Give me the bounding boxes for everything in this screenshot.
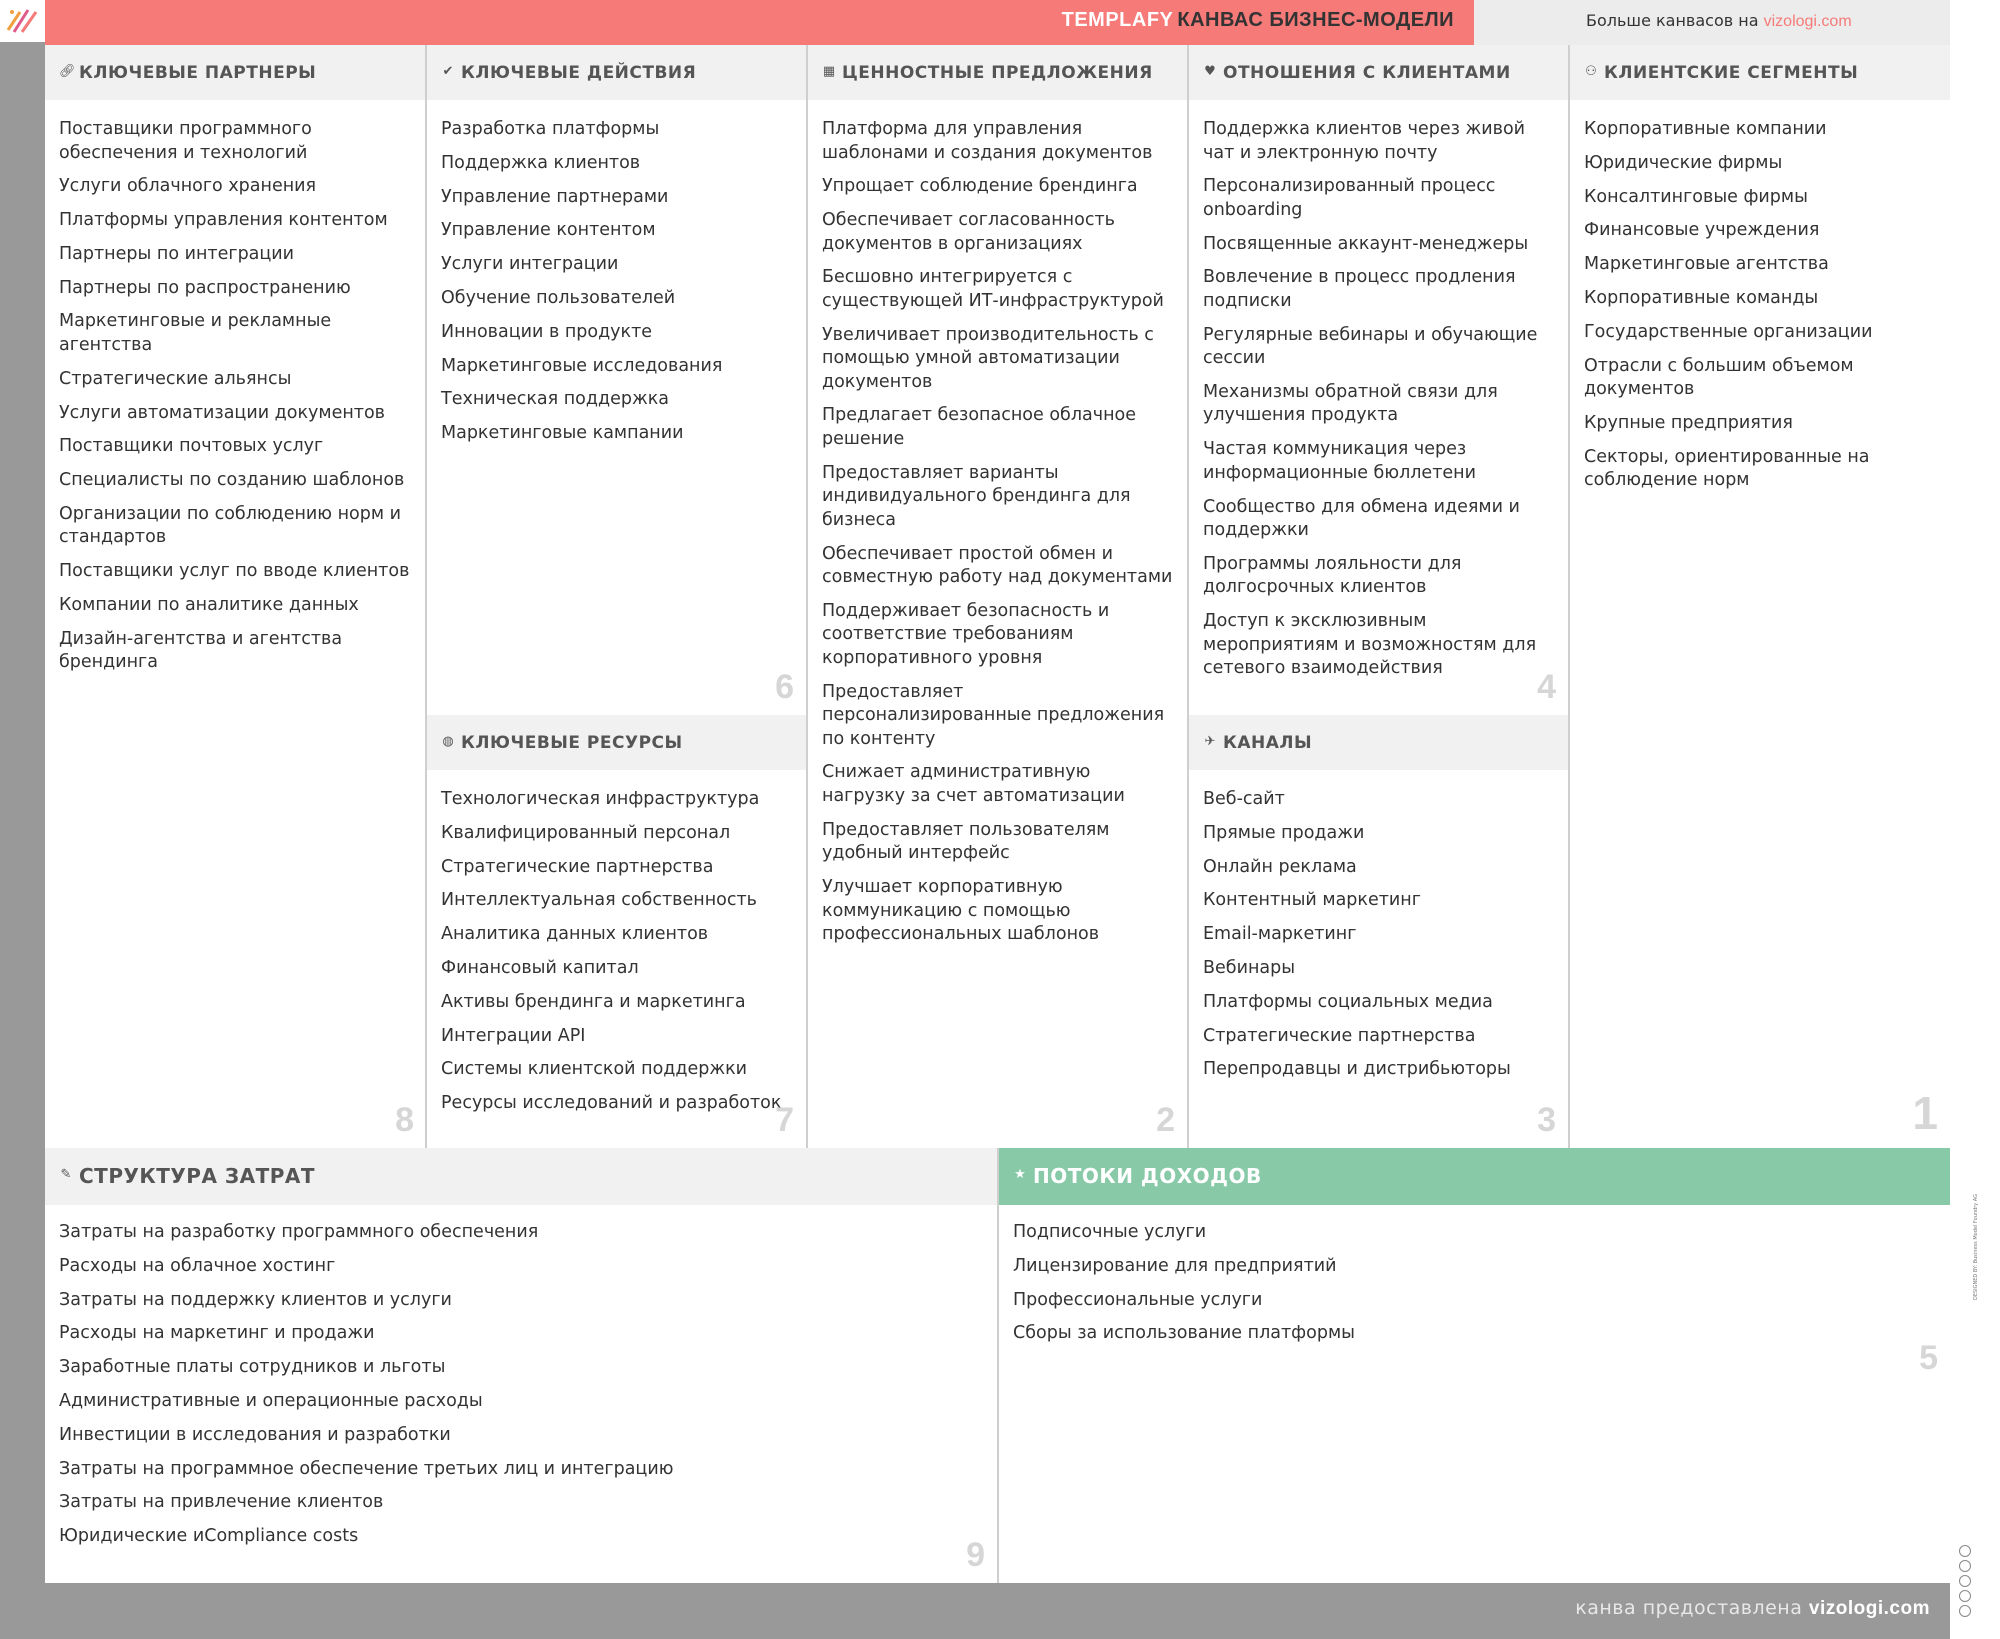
list-item: Инновации в продукте (441, 321, 653, 342)
list-item: Стратегические альянсы (59, 368, 292, 389)
list-item: Административные и операционные расходы (59, 1390, 483, 1411)
list-item: Расходы на облачное хостинг (59, 1255, 336, 1276)
list-item: Прямые продажи (1203, 822, 1365, 843)
list-item: Онлайн реклама (1203, 856, 1357, 877)
list-item: Управление партнерами (441, 186, 669, 207)
list-item: Персонализированный процесс onboarding (1203, 176, 1496, 220)
check-icon: ✔ (442, 64, 454, 79)
list-item: Частая коммуникация через информационные бюллетени (1203, 439, 1476, 483)
list-item: Стратегические партнерства (1203, 1025, 1476, 1046)
list-item: Финансовый капитал (441, 957, 639, 978)
list-item: Финансовые учреждения (1584, 220, 1820, 241)
block-title: КЛЮЧЕВЫЕ РЕСУРСЫ (461, 733, 683, 753)
list-item: Компании по аналитике данных (59, 595, 359, 616)
list-item: Квалифицированный персонал (441, 822, 731, 843)
list-item: Сообщество для обмена идеями и поддержки (1203, 496, 1520, 541)
block-number: 3 (1537, 1101, 1556, 1139)
block-title: КЛЮЧЕВЫЕ ДЕЙСТВИЯ (461, 63, 697, 83)
list-item: Предлагает безопасное облачное решение (822, 405, 1136, 449)
title-text: КАНВАС БИЗНЕС-МОДЕЛИ (1177, 9, 1454, 31)
list-item: Сборы за использование платформы (1013, 1323, 1355, 1344)
list-item: Обеспечивает согласованность документов в организациях (822, 210, 1115, 254)
list-item: Маркетинговые и рекламные агентства (59, 311, 332, 355)
list-item: Системы клиентской поддержки (441, 1059, 748, 1080)
block-header (1570, 45, 1950, 100)
star-icon: ★ (1014, 1167, 1026, 1182)
license-icon (1959, 1575, 1971, 1587)
list-item: Поддержка клиентов (441, 152, 641, 173)
list-item: Доступ к эксклюзивным мероприятиям и возможностям для сетевого взаимодействия (1203, 611, 1537, 679)
block-header (1189, 45, 1568, 100)
more-canvases-text: Больше канвасов на (1586, 11, 1764, 30)
heart-icon: ♥ (1204, 64, 1216, 79)
item-list (59, 1221, 985, 1559)
link-icon: 🔗︎ (59, 64, 76, 79)
list-item: Секторы, ориентированные на соблюдение норм (1584, 446, 1870, 491)
item-list (1203, 788, 1556, 1092)
list-item: Интеграции API (441, 1025, 586, 1046)
block-header (45, 1148, 997, 1205)
list-item: Партнеры по распространению (59, 277, 351, 298)
list-item: Отрасли с большим объемом документов (1584, 355, 1854, 400)
block-header (1189, 715, 1568, 770)
block-title: КЛИЕНТСКИЕ СЕГМЕНТЫ (1604, 63, 1859, 83)
list-item: Технологическая инфраструктура (441, 789, 760, 809)
list-item: Предоставляет персонализированные предложения по контенту (822, 681, 1165, 749)
list-item: Консалтинговые фирмы (1584, 186, 1808, 207)
people-icon: ⚇ (1585, 64, 1597, 79)
list-item: Юридические фирмы (1584, 152, 1783, 173)
list-item: Поставщики услуг по вводе клиентов (59, 561, 410, 582)
footer-brand-link[interactable]: vizologi.com (1808, 1598, 1930, 1619)
list-item: Поддерживает безопасность и соответствие требованиям корпоративного уровня (822, 600, 1110, 668)
title-brand: TEMPLAFY (1061, 9, 1174, 31)
list-item: Платформы управления контентом (59, 210, 388, 231)
title-bar (45, 0, 1474, 45)
list-item: Вебинары (1203, 957, 1296, 978)
list-item: Маркетинговые исследования (441, 355, 723, 376)
block-revenue-streams (999, 1148, 1950, 1583)
item-list (441, 788, 794, 1126)
list-item: Государственные организации (1584, 321, 1873, 342)
list-item: Платформы социальных медиа (1203, 991, 1493, 1012)
list-item: Бесшовно интегрируется с существующей ИТ-инфраструктурой (822, 267, 1164, 311)
globe-icon: ◍ (442, 734, 454, 749)
block-header (999, 1148, 1950, 1205)
list-item: Активы брендинга и маркетинга (441, 991, 746, 1012)
list-item: Лицензирование для предприятий (1013, 1255, 1337, 1276)
tag-icon: ✎ (60, 1167, 72, 1182)
list-item: Техническая поддержка (441, 389, 670, 410)
list-item: Затраты на привлечение клиентов (59, 1492, 384, 1513)
block-number: 9 (966, 1536, 985, 1574)
block-number: 1 (1912, 1087, 1938, 1139)
block-cost-structure (45, 1148, 997, 1583)
templafy-logo-icon (0, 0, 45, 42)
block-number: 5 (1919, 1339, 1938, 1377)
list-item: Предоставляет пользователям удобный интерфейс (822, 819, 1110, 864)
list-item: Обучение пользователей (441, 287, 676, 308)
page-title (1062, 9, 1454, 32)
credits (1955, 1193, 1995, 1630)
list-item: Разработка платформы (441, 119, 660, 139)
designed-by-label: DESIGNED BY: Business Model Foundry AG (1973, 1193, 1979, 1300)
block-header (808, 45, 1187, 100)
frame-bottom (0, 1583, 1950, 1639)
list-item: Маркетинговые агентства (1584, 254, 1829, 275)
list-item: Веб-сайт (1203, 789, 1285, 809)
block-number: 2 (1156, 1101, 1175, 1139)
designed-by-text (1973, 1080, 1979, 1300)
list-item: Платформа для управления шаблонами и создания документов (822, 119, 1153, 163)
app-logo[interactable] (0, 0, 45, 42)
block-value-propositions (808, 45, 1187, 1148)
block-header (427, 715, 806, 770)
list-item: Email-маркетинг (1203, 924, 1357, 945)
list-item: Поддержка клиентов через живой чат и электронную почту (1203, 119, 1526, 163)
list-item: Снижает административную нагрузку за счет автоматизации (822, 762, 1125, 806)
list-item: Услуги автоматизации документов (59, 402, 385, 423)
list-item: Посвященные аккаунт-менеджеры (1203, 233, 1529, 254)
list-item: Аналитика данных клиентов (441, 924, 709, 945)
list-item: Организации по соблюдению норм и стандартов (59, 503, 401, 548)
list-item: Расходы на маркетинг и продажи (59, 1323, 375, 1344)
more-canvases-bar (1474, 0, 1950, 45)
block-title: ОТНОШЕНИЯ С КЛИЕНТАМИ (1223, 63, 1511, 83)
list-item: Поставщики программного обеспечения и технологий (59, 119, 312, 163)
list-item: Заработные платы сотрудников и льготы (59, 1357, 446, 1378)
list-item: Юридические иCompliance costs (59, 1526, 359, 1547)
list-item: Предоставляет варианты индивидуального брендинга для бизнеса (822, 462, 1131, 530)
list-item: Ресурсы исследований и разработок (441, 1093, 782, 1114)
footer-credit (1575, 1597, 1930, 1620)
block-title: КЛЮЧЕВЫЕ ПАРТНЕРЫ (79, 63, 317, 83)
block-title: КАНАЛЫ (1223, 733, 1313, 753)
list-item: Интеллектуальная собственность (441, 890, 757, 911)
list-item: Контентный маркетинг (1203, 890, 1421, 911)
list-item: Вовлечение в процесс продления подписки (1203, 267, 1516, 311)
list-item: Улучшает корпоративную коммуникацию с помощью профессиональных шаблонов (822, 877, 1100, 945)
block-channels (1189, 715, 1568, 1148)
block-title: ПОТОКИ ДОХОДОВ (1033, 1164, 1262, 1188)
list-item: Затраты на программное обеспечение третьих лиц и интеграцию (59, 1458, 674, 1479)
list-item: Регулярные вебинары и обучающие сессии (1203, 324, 1538, 369)
list-item: Затраты на поддержку клиентов и услуги (59, 1289, 452, 1310)
list-item: Программы лояльности для долгосрочных клиентов (1203, 553, 1462, 598)
block-key-resources (427, 715, 806, 1148)
list-item: Услуги интеграции (441, 254, 619, 275)
list-item: Специалисты по созданию шаблонов (59, 470, 405, 491)
list-item: Стратегические партнерства (441, 856, 714, 877)
list-item: Партнеры по интеграции (59, 243, 295, 264)
block-customer-relationships (1189, 45, 1568, 715)
gift-icon: ▦ (822, 64, 836, 79)
footer-text: канва предоставлена (1575, 1597, 1809, 1619)
item-list (1203, 118, 1556, 691)
item-list (59, 118, 414, 685)
block-title: ЦЕННОСТНЫЕ ПРЕДЛОЖЕНИЯ (842, 63, 1153, 83)
block-number: 4 (1537, 668, 1556, 706)
block-key-partners (45, 45, 426, 1148)
license-icon (1959, 1545, 1971, 1557)
list-item: Увеличивает производительность с помощью умной автоматизации документов (822, 324, 1154, 392)
item-list (1013, 1221, 1938, 1356)
item-list (1584, 118, 1938, 503)
license-icon (1959, 1605, 1971, 1617)
block-title: СТРУКТУРА ЗАТРАТ (79, 1164, 316, 1188)
list-item: Механизмы обратной связи для улучшения продукта (1203, 381, 1498, 426)
list-item: Управление контентом (441, 220, 656, 241)
plane-icon: ✈ (1204, 734, 1216, 749)
more-canvases (1586, 11, 1852, 31)
list-item: Подписочные услуги (1013, 1222, 1207, 1242)
list-item: Перепродавцы и дистрибьюторы (1203, 1059, 1511, 1080)
block-header (427, 45, 806, 100)
item-list (822, 118, 1175, 957)
item-list (441, 118, 794, 456)
list-item: Поставщики почтовых услуг (59, 436, 324, 457)
list-item: Профессиональные услуги (1013, 1289, 1263, 1310)
list-item: Инвестиции в исследования и разработки (59, 1424, 451, 1445)
block-number: 8 (395, 1101, 414, 1139)
block-number: 6 (775, 668, 794, 706)
list-item: Услуги облачного хранения (59, 176, 317, 197)
frame-left (0, 42, 45, 1639)
block-number: 7 (775, 1101, 794, 1139)
list-item: Затраты на разработку программного обеспечения (59, 1222, 539, 1242)
list-item: Обеспечивает простой обмен и совместную работу над документами (822, 543, 1173, 588)
block-key-activities (427, 45, 806, 715)
list-item: Крупные предприятия (1584, 412, 1793, 433)
list-item: Корпоративные команды (1584, 287, 1819, 308)
license-icon (1959, 1590, 1971, 1602)
license-icon (1959, 1560, 1971, 1572)
more-canvases-link[interactable]: vizologi.com (1763, 13, 1852, 30)
list-item: Маркетинговые кампании (441, 423, 684, 444)
list-item: Дизайн-агентства и агентства брендинга (59, 628, 343, 673)
block-header (45, 45, 426, 100)
block-customer-segments (1570, 45, 1950, 1148)
list-item: Корпоративные компании (1584, 119, 1827, 139)
list-item: Упрощает соблюдение брендинга (822, 176, 1138, 197)
